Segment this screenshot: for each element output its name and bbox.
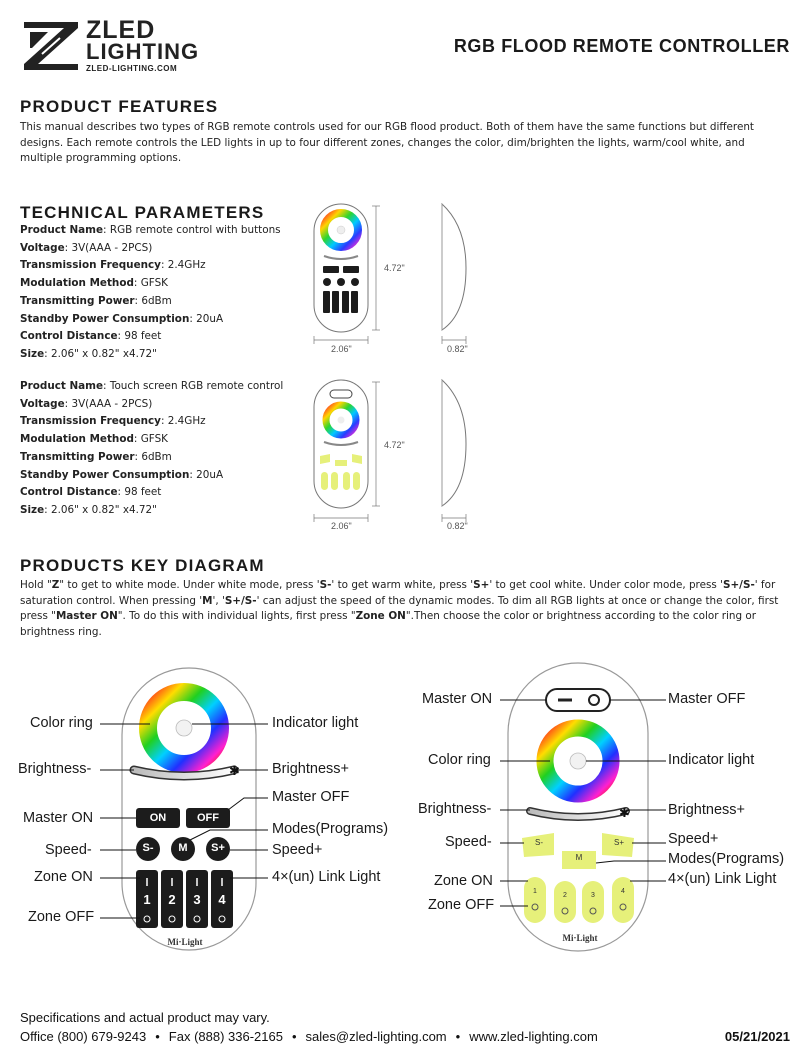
r2-brightness-minus-label: Brightness- <box>418 801 492 817</box>
technical-heading: TECHNICAL PARAMETERS <box>20 203 265 222</box>
zone-4-button[interactable]: 4 <box>218 892 226 907</box>
dim-width-1: 2.06" <box>331 344 352 354</box>
footer-date: 05/21/2021 <box>724 1029 790 1044</box>
dim-depth-2: 0.82" <box>447 521 468 531</box>
svg-text:✱: ✱ <box>229 764 240 779</box>
touch-zone-1[interactable]: 1 <box>533 888 537 895</box>
dim-height-2: 4.72" <box>384 440 405 450</box>
r1-color-ring-label: Color ring <box>30 715 93 731</box>
r1-modes-label: Modes(Programs) <box>272 821 389 837</box>
logo-url: ZLED-LIGHTING.COM <box>86 64 178 73</box>
svg-text:✱: ✱ <box>619 806 630 821</box>
specs-product-1: Product Name: RGB remote control with buttons Voltage: 3V(AAA - 2PCS) Transmission Frequency: 2.4GHz Modulation Method: GFSK Transmitting Power: 6dBm Standby Power Consumption: 20uA Control Distance: 98 feet Size: 2.06" x 0.82" x4.72" <box>20 224 281 360</box>
footer-fax: Fax (888) 336-2165 <box>168 1029 283 1044</box>
footer-note: Specifications and actual product may vary. <box>20 1010 270 1025</box>
speed-minus-button[interactable]: S- <box>142 842 154 854</box>
logo-lighting: LIGHTING <box>86 39 200 64</box>
touch-zone-4[interactable]: 4 <box>621 888 625 895</box>
key-diagram-heading: PRODUCTS KEY DIAGRAM <box>20 556 265 575</box>
touch-speed-plus[interactable]: S+ <box>613 838 624 847</box>
r1-zone-off-label: Zone OFF <box>28 909 95 925</box>
r2-brightness-plus-label: Brightness+ <box>668 802 745 818</box>
r2-modes-label: Modes(Programs) <box>668 851 785 867</box>
footer-contact: Office (800) 679-9243 • Fax (888) 336-2165 • sales@zled-lighting.com • www.zled-lighting.com <box>20 1029 598 1044</box>
button-remote-dimension-drawing <box>300 196 490 356</box>
r1-indicator-label: Indicator light <box>272 715 359 731</box>
specs-product-2: Product Name: Touch screen RGB remote control Voltage: 3V(AAA - 2PCS) Transmission Frequency: 2.4GHz Modulation Method: GFSK Transmitting Power: 6dBm Standby Power Consumption: 20uA Control Distance: 98 feet Size: 2.06" x 0.82" x4.72" <box>20 380 284 516</box>
touch-speed-minus[interactable]: S- <box>535 838 543 847</box>
r2-color-ring-label: Color ring <box>428 752 491 768</box>
r1-zone-on-label: Zone ON <box>34 869 93 885</box>
key-diagram-text: Hold "Z" to get to white mode. Under white mode, press 'S-' to get warm white, press 'S+' to get cool white. Under color mode, press 'S+/S-' for saturation control. When pressing 'M', 'S+/S-' can adjust the speed of the dynamic modes. To dim all RGB lights at once or change the color, first press "Master ON". To do this with individual lights, first press "Zone ON".Then choose the color or brightness according to the color ring or brightness ring. <box>20 579 779 638</box>
remote2-brand: Mi·Light <box>562 933 598 943</box>
touch-zone-2[interactable]: 2 <box>563 892 567 899</box>
zone-3-button[interactable]: 3 <box>193 892 201 907</box>
r2-master-off-label: Master OFF <box>668 691 746 707</box>
footer-office: Office (800) 679-9243 <box>20 1029 147 1044</box>
r1-speed-minus-label: Speed- <box>45 842 92 858</box>
dim-depth-1: 0.82" <box>447 344 468 354</box>
features-heading: PRODUCT FEATURES <box>20 97 219 116</box>
r2-speed-plus-label: Speed+ <box>668 831 719 847</box>
off-button[interactable]: OFF <box>197 812 219 824</box>
on-button[interactable]: ON <box>149 812 167 824</box>
r2-zone-on-label: Zone ON <box>434 873 493 889</box>
remote1-brand: Mi·Light <box>167 937 203 947</box>
r1-master-on-label: Master ON <box>23 810 94 826</box>
r2-link-label: 4×(un) Link Light <box>668 871 777 887</box>
touch-zone-3[interactable]: 3 <box>591 892 595 899</box>
logo-name: ZLED <box>86 16 156 44</box>
zone-2-button[interactable]: 2 <box>168 892 176 907</box>
zone-1-button[interactable]: 1 <box>143 892 151 907</box>
r1-link-label: 4×(un) Link Light <box>272 869 381 885</box>
touch-mode[interactable]: M <box>575 853 583 862</box>
r1-brightness-minus-label: Brightness- <box>18 761 92 777</box>
r1-brightness-plus-label: Brightness+ <box>272 761 349 777</box>
r2-speed-minus-label: Speed- <box>445 834 492 850</box>
r2-zone-off-label: Zone OFF <box>428 897 495 913</box>
dim-height-1: 4.72" <box>384 263 405 273</box>
r2-master-on-label: Master ON <box>422 691 493 707</box>
features-text: This manual describes two types of RGB remote controls used for our RGB flood product. Both of them have the same functions but different designs. Each remote controls the LED lights in up to four different zones, changes the color, dim/brighten the lights, warm/cool white, and multiple programming options. <box>20 121 755 165</box>
zled-logo-icon <box>20 18 84 72</box>
touch-remote-dimension-drawing <box>300 372 490 532</box>
footer-web-link[interactable]: www.zled-lighting.com <box>469 1029 598 1044</box>
mode-button[interactable]: M <box>178 842 188 854</box>
r1-speed-plus-label: Speed+ <box>272 842 323 858</box>
footer-email-link[interactable]: sales@zled-lighting.com <box>305 1029 447 1044</box>
r1-master-off-label: Master OFF <box>272 789 350 805</box>
document-title: RGB FLOOD REMOTE CONTROLLER <box>453 36 790 56</box>
r2-indicator-label: Indicator light <box>668 752 755 768</box>
dim-width-2: 2.06" <box>331 521 352 531</box>
speed-plus-button[interactable]: S+ <box>211 842 225 854</box>
